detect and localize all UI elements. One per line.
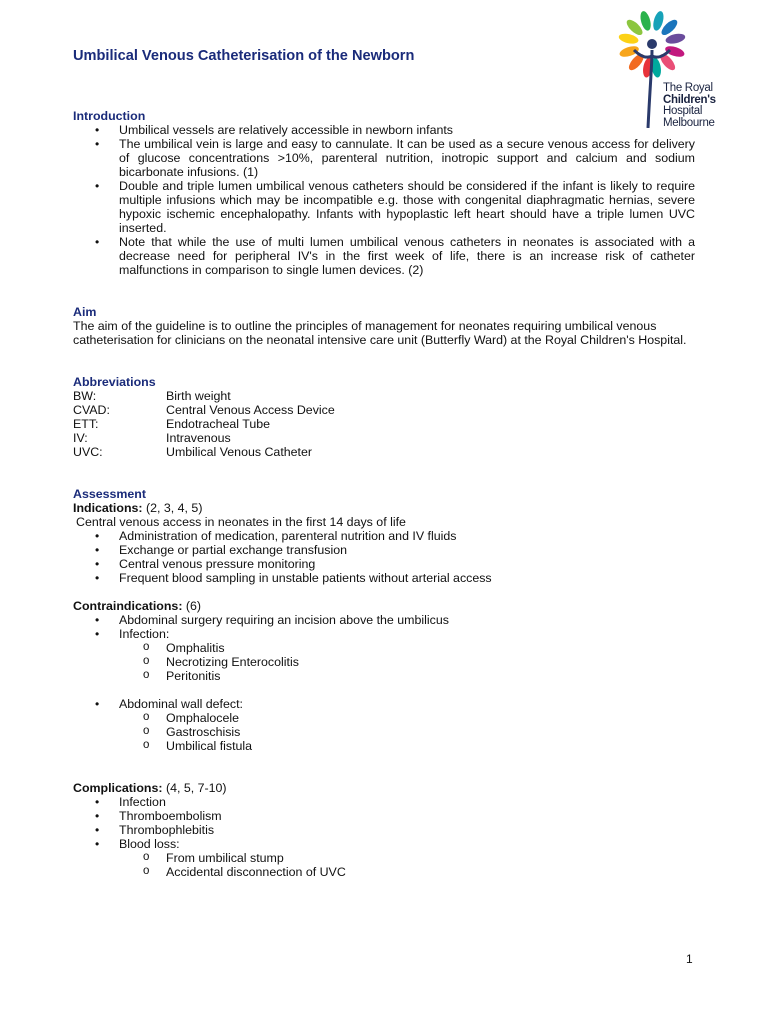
introduction-list	[73, 123, 695, 277]
indications-refs: (2, 3, 4, 5)	[142, 501, 203, 515]
logo-line-3: Hospital	[663, 105, 703, 117]
introduction-heading: Introduction	[73, 109, 146, 123]
abbreviations-heading: Abbreviations	[73, 375, 156, 389]
sub-list-item: o Omphalitis	[73, 641, 695, 655]
infection-sublist	[73, 641, 695, 683]
document-title: Umbilical Venous Catheterisation of the Newborn	[73, 48, 415, 64]
logo-line-1: The Royal	[663, 82, 713, 94]
abdominal-wall-sublist	[73, 711, 695, 753]
contraindications-list	[73, 613, 695, 641]
logo-petal	[618, 32, 639, 45]
abbreviation-row	[73, 417, 695, 431]
complications-list	[73, 795, 695, 851]
blood-loss-sublist	[73, 851, 695, 879]
complications-label: Complications:	[73, 781, 163, 795]
abbreviation-term: ETT:	[73, 417, 99, 431]
contraindications-line	[73, 599, 695, 613]
contraindications-label: Contraindications:	[73, 599, 183, 613]
list-item: • The umbilical vein is large and easy to cannulate. It can be used as a secure venous access for delivery of glucose concentrations >10%, parenteral nutrition, inotropic support and calcium and sodium bicarbonate infusions. (1)	[73, 137, 695, 179]
sub-list-item: o Accidental disconnection of UVC	[73, 865, 695, 879]
list-item: • Infection:	[73, 627, 695, 641]
logo-line-2: Children's	[663, 93, 716, 106]
assessment-heading: Assessment	[73, 487, 147, 501]
sub-list-item: o Gastroschisis	[73, 725, 695, 739]
aim-text: The aim of the guideline is to outline the principles of management for neonates requiring umbilical venous catheterisation for clinicians on the neonatal intensive care unit (Butterfly Ward) at the Royal Children's Hospital.	[73, 319, 687, 347]
contraindications-refs: (6)	[182, 599, 202, 613]
page-number: 1	[686, 952, 693, 966]
abbreviation-row	[73, 431, 695, 445]
list-item: • Central venous pressure monitoring	[73, 557, 695, 571]
sub-list-item: o Omphalocele	[73, 711, 695, 725]
sub-list-item: o Umbilical fistula	[73, 739, 695, 753]
abbreviation-meaning: Endotracheal Tube	[166, 417, 271, 431]
list-item: • Abdominal surgery requiring an incision above the umbilicus	[73, 613, 695, 627]
abbreviation-row	[73, 389, 695, 403]
sub-list-item: o From umbilical stump	[73, 851, 695, 865]
list-item: • Thrombophlebitis	[73, 823, 695, 837]
abbreviation-term: UVC:	[73, 445, 103, 459]
abbreviation-meaning: Birth weight	[166, 389, 231, 403]
list-item: • Thromboembolism	[73, 809, 695, 823]
abbreviation-term: IV:	[73, 431, 88, 445]
abbreviation-meaning: Intravenous	[166, 431, 231, 445]
list-item: • Double and triple lumen umbilical venous catheters should be considered if the infant is likely to require multiple infusions which may be incompatible e.g. those with congenital diaphragmatic hernias, severe hypoxic ischemic encephalopathy. Infants with hypoplastic left heart should have a triple lumen UVC inserted.	[73, 179, 695, 235]
indications-label: Indications:	[73, 501, 143, 515]
abbreviation-row	[73, 403, 695, 417]
list-item: • Umbilical vessels are relatively accessible in newborn infants	[73, 123, 695, 137]
aim-heading: Aim	[73, 305, 97, 319]
list-item: • Exchange or partial exchange transfusion	[73, 543, 695, 557]
abbreviation-row	[73, 445, 695, 459]
sub-list-item: o Necrotizing Enterocolitis	[73, 655, 695, 669]
contraindications-list-2	[73, 697, 695, 711]
abbreviation-meaning: Central Venous Access Device	[166, 403, 335, 417]
list-item: • Frequent blood sampling in unstable patients without arterial access	[73, 571, 695, 585]
list-item: • Note that while the use of multi lumen umbilical venous catheters in neonates is associated with a decrease need for peripheral IV's in the first week of life, there is an increase risk of catheter malfunctions in comparison to single lumen devices. (2)	[73, 235, 695, 277]
abbreviation-term: CVAD:	[73, 403, 110, 417]
indications-list	[73, 529, 695, 585]
list-item: • Infection	[73, 795, 695, 809]
document-body	[73, 109, 695, 879]
indications-line	[73, 501, 695, 515]
sub-list-item: o Peritonitis	[73, 669, 695, 683]
list-item: • Blood loss:	[73, 837, 695, 851]
abbreviation-meaning: Umbilical Venous Catheter	[166, 445, 313, 459]
indications-intro: Central venous access in neonates in the first 14 days of life	[76, 515, 406, 529]
list-item: • Abdominal wall defect:	[73, 697, 695, 711]
abbreviation-term: BW:	[73, 389, 97, 403]
complications-line	[73, 781, 695, 795]
logo-line-4: Melbourne	[663, 116, 715, 129]
list-item: • Administration of medication, parenteral nutrition and IV fluids	[73, 529, 695, 543]
complications-refs: (4, 5, 7-10)	[162, 781, 227, 795]
logo-petal	[665, 32, 686, 45]
